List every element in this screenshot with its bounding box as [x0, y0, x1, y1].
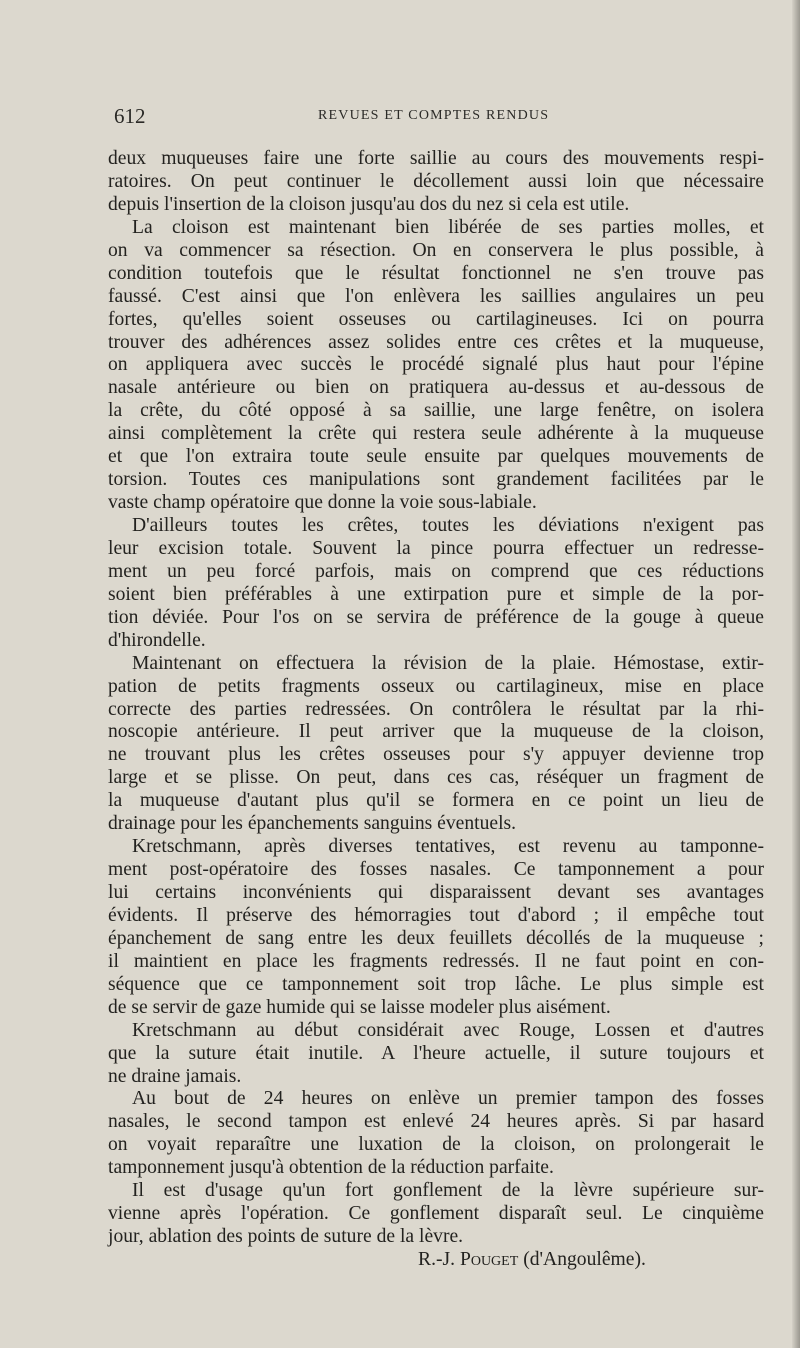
signature-initials: R.-J.: [418, 1249, 456, 1270]
text-line: torsion. Toutes ces manipulations sont grandement facilitées par le: [108, 469, 764, 491]
text-line: on appliquera avec succès le procédé signalé plus haut pour l'épine: [108, 354, 764, 376]
text-line: ne draine jamais.: [108, 1065, 242, 1087]
text-line: tion déviée. Pour l'os on se servira de préférence de la gouge à queue: [108, 606, 764, 628]
text-line: ainsi complètement la crête qui restera seule adhérente à la muqueuse: [108, 423, 764, 445]
text-line: ne trouvant plus les crêtes osseuses pour s'y appuyer devienne trop: [108, 744, 764, 766]
text-line: depuis l'insertion de la cloison jusqu'au dos du nez si cela est utile.: [108, 193, 630, 215]
text-line: D'ailleurs toutes les crêtes, toutes les déviations n'exigent pas: [132, 515, 764, 536]
text-line: évidents. Il préserve des hémorragies tout d'abord ; il empêche tout: [108, 904, 764, 926]
signature-place: (d'Angoulême).: [523, 1249, 646, 1270]
text-line: vaste champ opératoire que donne la voie sous-labiale.: [108, 492, 537, 514]
text-line: nasale antérieure ou bien on pratiquera au-dessus et au-dessous de: [108, 377, 764, 399]
text-line: condition toutefois que le résultat fonctionnel ne s'en trouve pas: [108, 262, 764, 284]
text-line: faussé. C'est ainsi que l'on enlèvera les saillies angulaires un peu: [108, 285, 764, 307]
text-line: ment un peu forcé parfois, mais on comprend que ces réductions: [108, 560, 764, 582]
text-line: la muqueuse d'autant plus qu'il se formera en ce point un lieu de: [108, 790, 764, 812]
text-line: large et se plisse. On peut, dans ces cas, réséquer un fragment de: [108, 767, 764, 789]
text-line: trouver des adhérences assez solides entre ces crêtes et la muqueuse,: [108, 331, 764, 353]
text-line: tamponnement jusqu'à obtention de la réduction parfaite.: [108, 1157, 554, 1179]
text-line: jour, ablation des points de suture de la lèvre.: [108, 1226, 464, 1248]
text-line: d'hirondelle.: [108, 629, 206, 651]
text-line: noscopie antérieure. Il peut arriver que la muqueuse de la cloison,: [108, 721, 764, 743]
text-line: la crête, du côté opposé à sa saillie, une large fenêtre, on isolera: [108, 400, 764, 422]
text-line: ratoires. On peut continuer le décollement aussi loin que nécessaire: [108, 170, 764, 192]
text-line: Au bout de 24 heures on enlève un premier tampon des fosses: [132, 1088, 764, 1110]
text-line: correcte des parties redressées. On contrôlera le résultat par la rhi-: [108, 698, 764, 720]
text-line: pation de petits fragments osseux ou cartilagineux, mise en place: [108, 675, 764, 697]
text-line: Kretschmann, après diverses tentatives, est revenu au tamponne-: [132, 836, 764, 858]
text-line: ment post-opératoire des fosses nasales. Ce tamponnement a pour: [108, 859, 764, 881]
text-line: lui certains inconvénients qui disparaissent devant ses avantages: [108, 882, 764, 903]
text-line: et que l'on extraira toute seule ensuite par quelques mouvements de: [108, 446, 764, 468]
text-line: La cloison est maintenant bien libérée de ses parties molles, et: [132, 216, 764, 238]
text-line: fortes, qu'elles soient osseuses ou cartilagineuses. Ici on pourra: [108, 308, 764, 330]
page-header: [114, 104, 694, 128]
article-body: [108, 148, 764, 1272]
text-line: on va commencer sa résection. On en conservera le plus possible, à: [108, 239, 764, 261]
text-line: nasales, le second tampon est enlevé 24 heures après. Si par hasard: [108, 1111, 764, 1133]
text-line: de se servir de gaze humide qui se laisse modeler plus aisément.: [108, 996, 611, 1018]
text-line: on voyait reparaître une luxation de la cloison, on prolongerait le: [108, 1134, 764, 1156]
text-line: leur excision totale. Souvent la pince pourra effectuer un redresse-: [108, 537, 764, 559]
text-line: deux muqueuses faire une forte saillie au cours des mouvements respi-: [108, 148, 764, 169]
running-head: REVUES ET COMPTES RENDUS: [318, 108, 550, 123]
page-edge-shadow: [792, 0, 800, 1348]
text-line: vienne après l'opération. Ce gonflement disparaît seul. Le cinquième: [108, 1203, 764, 1225]
text-line: Kretschmann au début considérait avec Rouge, Lossen et d'autres: [132, 1019, 764, 1041]
signature-name: Pouget: [459, 1249, 519, 1270]
text-line: séquence que ce tamponnement soit trop lâche. Le plus simple est: [108, 973, 764, 995]
text-line: épanchement de sang entre les deux feuillets décollés de la muqueuse ;: [108, 927, 764, 949]
text-line: soient bien préférables à une extirpation pure et simple de la por-: [108, 583, 764, 605]
text-line: Il est d'usage qu'un fort gonflement de la lèvre supérieure sur-: [132, 1180, 764, 1202]
text-line: que la suture était inutile. A l'heure actuelle, il suture toujours et: [108, 1042, 764, 1064]
text-line: Maintenant on effectuera la révision de la plaie. Hémostase, extir-: [132, 652, 764, 674]
page-number: 612: [114, 104, 146, 128]
text-line: drainage pour les épanchements sanguins éventuels.: [108, 813, 517, 835]
signature-line: [108, 1249, 764, 1272]
text-line: il maintient en place les fragments redressés. Il ne faut point en con-: [108, 950, 764, 972]
